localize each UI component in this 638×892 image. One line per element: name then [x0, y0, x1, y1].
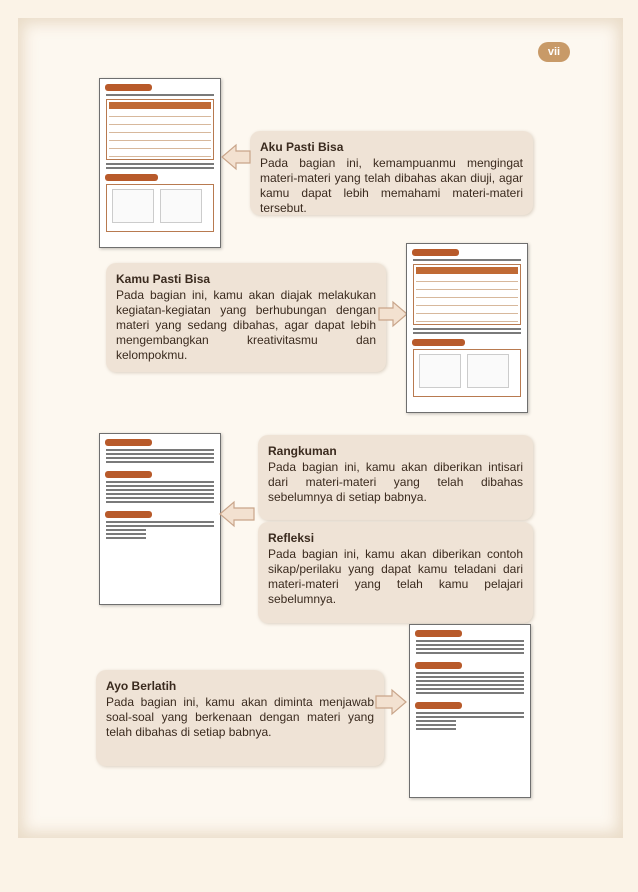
callout-body: Pada bagian ini, kemampuanmu mengingat materi-materi yang telah dibahas akan diuji, agar kamu dapat lebih memahami materi-materi tersebut.	[260, 156, 523, 215]
callout-body: Pada bagian ini, kamu akan diberikan intisari dari materi-materi yang telah dibahas sebelumnya di setiap babnya.	[268, 460, 523, 504]
arrow-right-icon	[377, 300, 409, 328]
thumb-figure	[160, 189, 202, 223]
thumb-header	[415, 630, 462, 637]
callout-rangkuman	[258, 435, 533, 520]
thumb-header	[105, 439, 152, 446]
thumb-header	[105, 84, 152, 91]
callout-aku-pasti-bisa	[250, 131, 533, 215]
callout-body: Pada bagian ini, kamu akan diminta menjawab soal-soal yang berkenaan dengan materi yang telah dibahas di setiap babnya.	[106, 695, 374, 739]
callout-body: Pada bagian ini, kamu akan diberikan contoh sikap/perilaku yang dapat kamu teladani dari materi-materi yang telah kamu pelajari sebelumnya.	[268, 547, 523, 606]
arrow-left-icon	[218, 500, 256, 528]
arrow-right-icon	[374, 688, 408, 716]
callout-title: Kamu Pasti Bisa	[116, 272, 211, 286]
thumb-figure	[467, 354, 509, 388]
callout-title: Ayo Berlatih	[106, 679, 177, 693]
thumbnail-aku-pasti-bisa	[99, 78, 221, 248]
arrow-left-icon	[220, 143, 252, 171]
thumb-figure	[419, 354, 461, 388]
thumbnail-rangkuman	[99, 433, 221, 605]
callout-ayo-berlatih	[96, 670, 384, 766]
callout-refleksi	[258, 522, 533, 623]
thumb-header	[412, 249, 459, 256]
thumb-figure	[112, 189, 154, 223]
page-number: vii	[538, 42, 570, 62]
callout-title: Aku Pasti Bisa	[260, 140, 344, 154]
callout-body: Pada bagian ini, kamu akan diajak melakukan kegiatan-kegiatan yang berhubungan dengan materi yang sedang dibahas, agar dapat lebih mengembangkan kreativitasmu dan kelompokmu.	[116, 288, 376, 362]
callout-title: Rangkuman	[268, 444, 337, 458]
thumbnail-ayo-berlatih	[409, 624, 531, 798]
callout-title: Refleksi	[268, 531, 315, 545]
callout-kamu-pasti-bisa	[106, 263, 386, 372]
thumbnail-kamu-pasti-bisa	[406, 243, 528, 413]
